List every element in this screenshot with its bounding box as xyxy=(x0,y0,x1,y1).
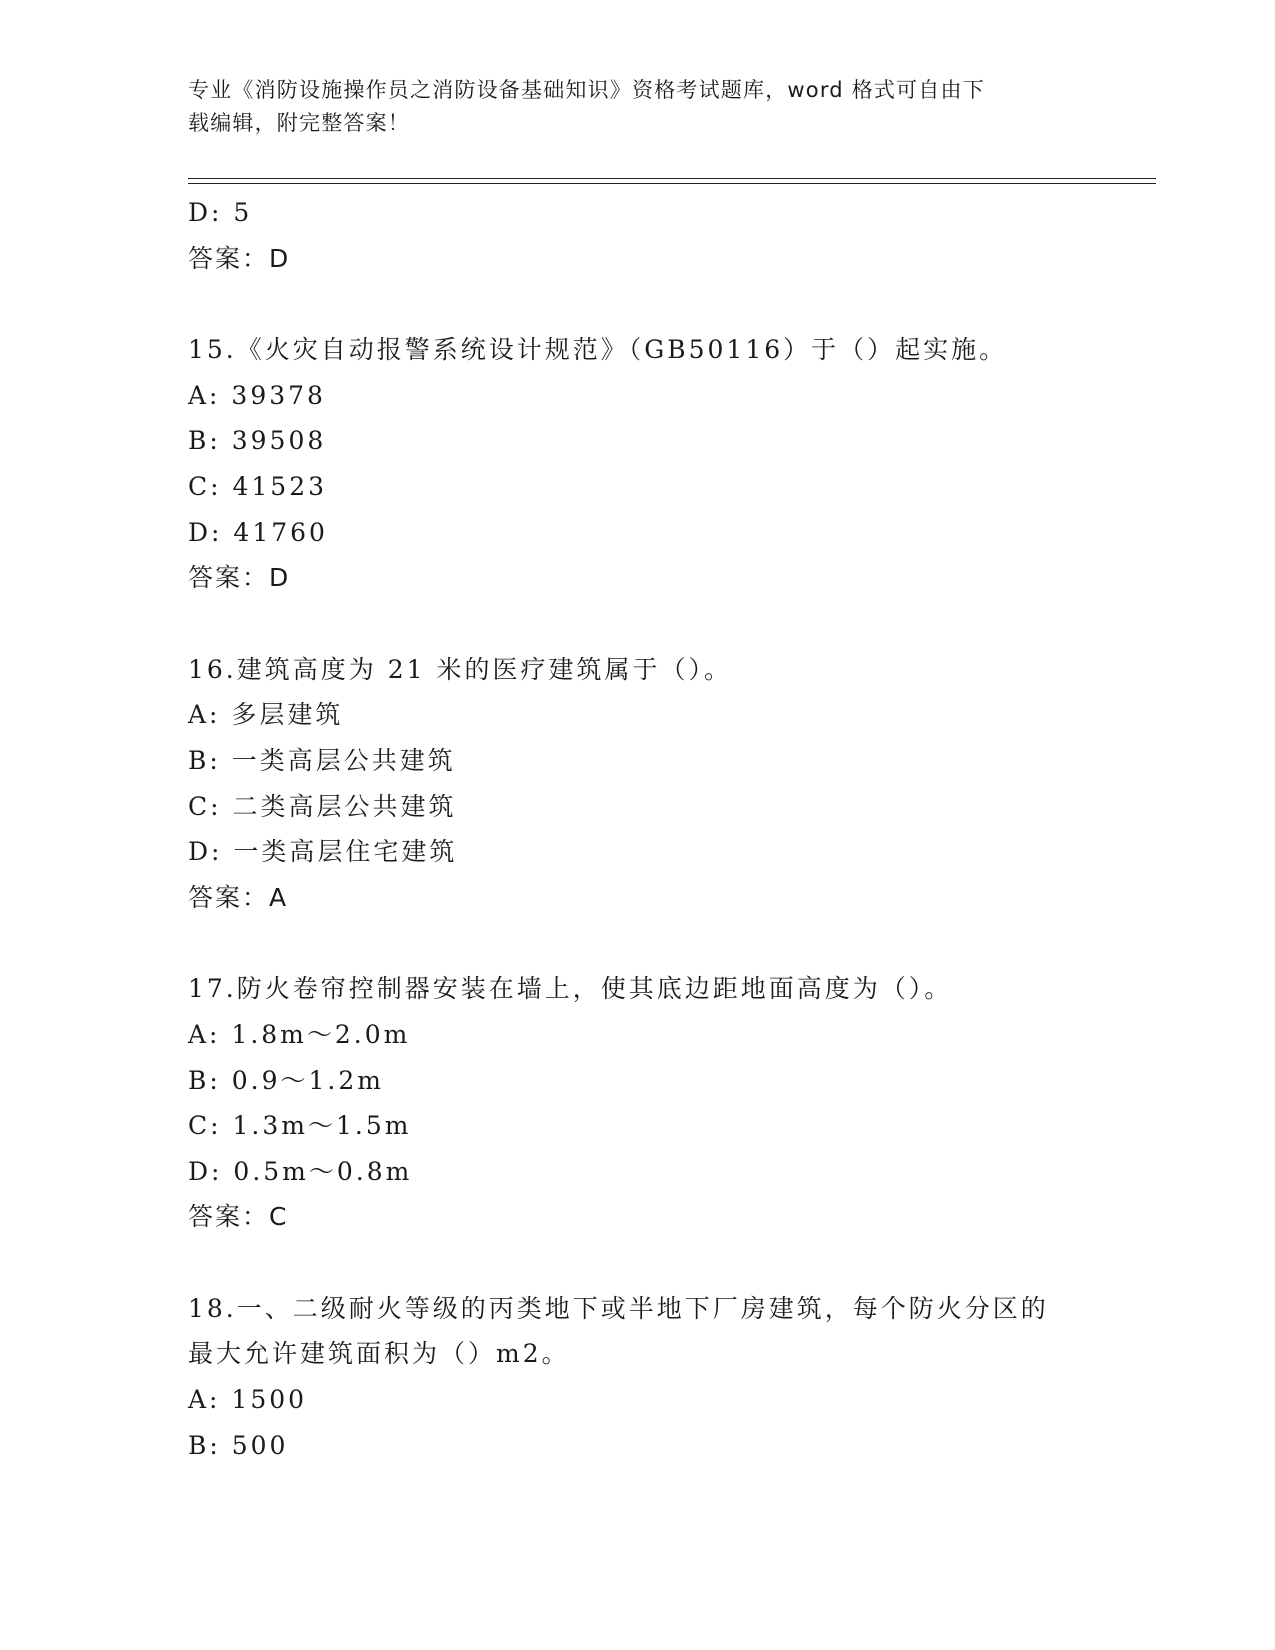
option-c: C: 二类高层公共建筑 xyxy=(188,791,457,821)
question-16 xyxy=(188,647,1156,921)
option-b: B: 500 xyxy=(188,1430,289,1460)
answer: 答案：D xyxy=(188,563,291,593)
document-header xyxy=(188,74,1088,140)
answer: 答案：D xyxy=(188,243,291,273)
question-18 xyxy=(188,1286,1156,1468)
option-b: B: 39508 xyxy=(188,426,327,456)
header-divider-top xyxy=(188,178,1156,179)
header-divider-bottom xyxy=(188,183,1156,184)
option-a: A: 1500 xyxy=(188,1385,308,1415)
header-line-2: 载编辑，附完整答案！ xyxy=(188,111,410,135)
option-a: A: 39378 xyxy=(188,380,326,410)
option-a: A: 多层建筑 xyxy=(188,700,344,730)
option-a: A: 1.8m～2.0m xyxy=(188,1019,411,1049)
option-d: D: 5 xyxy=(188,198,253,227)
option-b: B: 0.9～1.2m xyxy=(188,1065,384,1095)
option-b: B: 一类高层公共建筑 xyxy=(188,745,456,775)
option-d: D: 41760 xyxy=(188,517,328,547)
question-title: 17.防火卷帘控制器安装在墙上，使其底边距地面高度为（）。 xyxy=(188,974,953,1004)
option-c: C: 41523 xyxy=(188,471,328,501)
question-content xyxy=(188,190,1156,1468)
option-d: D: 0.5m～0.8m xyxy=(188,1156,413,1186)
question-17 xyxy=(188,966,1156,1240)
option-d: D: 一类高层住宅建筑 xyxy=(188,837,458,867)
answer: 答案：A xyxy=(188,882,289,912)
option-c: C: 1.3m～1.5m xyxy=(188,1111,412,1141)
header-line-1: 专业《消防设施操作员之消防设备基础知识》资格考试题库，word 格式可自由下 xyxy=(188,78,985,102)
question-title: 15.《火灾自动报警系统设计规范》（GB50116）于（）起实施。 xyxy=(188,335,1008,365)
question-title-line-2: 最大允许建筑面积为（）m2。 xyxy=(188,1339,570,1369)
answer: 答案：C xyxy=(188,1202,289,1232)
question-title: 16.建筑高度为 21 米的医疗建筑属于（）。 xyxy=(188,654,732,684)
question-title-line-1: 18.一、二级耐火等级的丙类地下或半地下厂房建筑，每个防火分区的 xyxy=(188,1293,1049,1323)
question-15 xyxy=(188,327,1156,601)
